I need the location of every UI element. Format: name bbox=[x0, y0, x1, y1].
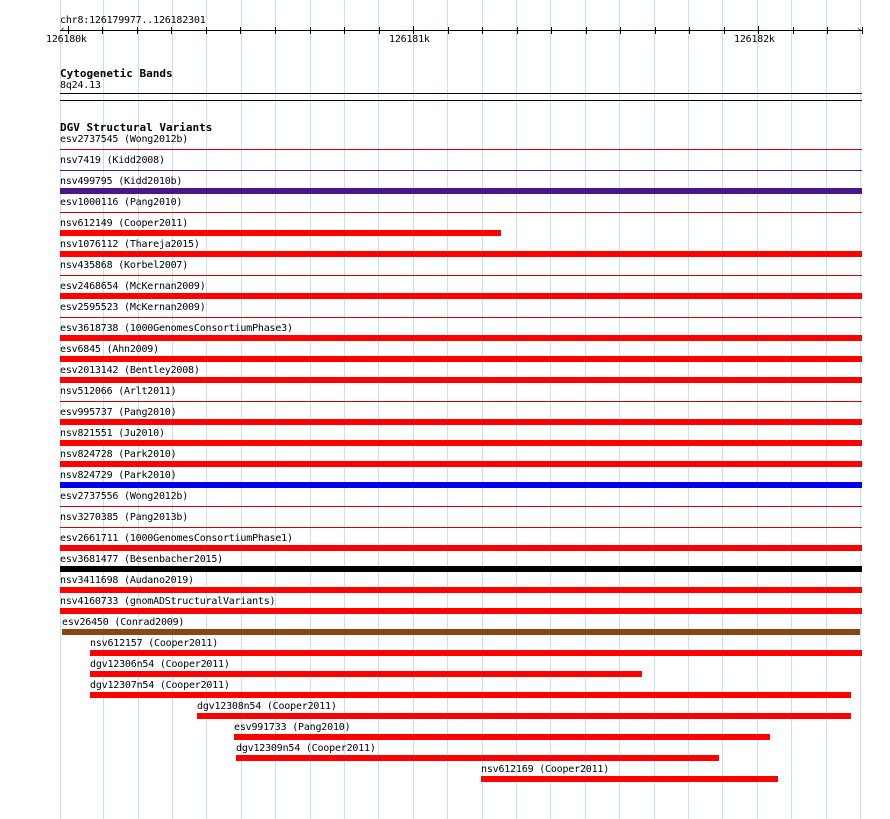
variant-label[interactable]: dgv12308n54 (Cooper2011) bbox=[197, 701, 337, 712]
variant-bar[interactable] bbox=[90, 671, 642, 677]
variant-label[interactable]: dgv12307n54 (Cooper2011) bbox=[90, 680, 230, 691]
variant-label[interactable]: nsv1076112 (Thareja2015) bbox=[60, 239, 200, 250]
ruler-minor-tick bbox=[793, 27, 794, 34]
ruler-minor-tick bbox=[724, 27, 725, 34]
variant-label[interactable]: esv995737 (Pang2010) bbox=[60, 407, 177, 418]
ruler-minor-tick bbox=[240, 27, 241, 34]
cytoband-line-top[interactable] bbox=[60, 93, 862, 94]
variant-bar[interactable] bbox=[60, 356, 862, 362]
variant-label[interactable]: esv2013142 (Bentley2008) bbox=[60, 365, 200, 376]
variant-label[interactable]: nsv4160733 (gnomADStructuralVariants) bbox=[60, 596, 276, 607]
variant-label[interactable]: esv2468654 (McKernan2009) bbox=[60, 281, 206, 292]
variant-bar[interactable] bbox=[60, 461, 862, 467]
variant-bar[interactable] bbox=[60, 440, 862, 446]
variant-label[interactable]: nsv821551 (Ju2010) bbox=[60, 428, 165, 439]
variant-bar[interactable] bbox=[60, 608, 862, 614]
variant-label[interactable]: nsv612157 (Cooper2011) bbox=[90, 638, 219, 649]
variant-bar[interactable] bbox=[236, 755, 719, 761]
cytogenetic-bands-title: Cytogenetic Bands bbox=[60, 67, 173, 80]
variant-label[interactable]: nsv3411698 (Audano2019) bbox=[60, 575, 194, 586]
variant-label[interactable]: nsv824729 (Park2010) bbox=[60, 470, 177, 481]
ruler-label-126182k: 126182k bbox=[734, 34, 775, 45]
variant-label[interactable]: nsv3270385 (Pang2013b) bbox=[60, 512, 189, 523]
variant-bar[interactable] bbox=[234, 734, 770, 740]
variant-bar[interactable] bbox=[60, 401, 862, 402]
variant-bar[interactable] bbox=[60, 275, 862, 276]
variant-label[interactable]: esv3618738 (1000GenomesConsortiumPhase3) bbox=[60, 323, 293, 334]
cytoband-line-bottom[interactable] bbox=[60, 100, 862, 101]
variant-bar[interactable] bbox=[90, 692, 851, 698]
ruler-label-126181k: 126181k bbox=[389, 34, 430, 45]
variant-bar[interactable] bbox=[60, 230, 501, 236]
variant-label[interactable]: esv2737556 (Wong2012b) bbox=[60, 491, 189, 502]
ruler-right-arrow-icon: › bbox=[856, 25, 862, 35]
variant-bar[interactable] bbox=[60, 251, 862, 257]
variant-bar[interactable] bbox=[60, 527, 862, 528]
ruler-coordinates: chr8:126179977..126182301 bbox=[60, 15, 206, 26]
variant-bar[interactable] bbox=[60, 566, 862, 572]
variant-bar[interactable] bbox=[60, 377, 862, 383]
variant-bar[interactable] bbox=[60, 170, 862, 171]
ruler-label-126180k: 126180k bbox=[46, 34, 87, 45]
ruler-minor-tick bbox=[171, 27, 172, 34]
variant-bar[interactable] bbox=[60, 419, 862, 425]
variant-label[interactable]: esv6845 (Ahn2009) bbox=[60, 344, 159, 355]
variant-bar[interactable] bbox=[60, 506, 862, 507]
ruler-major-tick bbox=[413, 26, 414, 34]
ruler-minor-tick bbox=[689, 27, 690, 34]
ruler-minor-tick bbox=[517, 27, 518, 34]
ruler-minor-tick bbox=[827, 27, 828, 34]
variant-label[interactable]: nsv612169 (Cooper2011) bbox=[481, 764, 610, 775]
ruler-minor-tick bbox=[655, 27, 656, 34]
variant-label[interactable]: esv2595523 (McKernan2009) bbox=[60, 302, 206, 313]
variant-label[interactable]: dgv12306n54 (Cooper2011) bbox=[90, 659, 230, 670]
ruler-major-tick bbox=[758, 26, 759, 34]
variant-bar[interactable] bbox=[481, 776, 778, 782]
ruler-minor-tick bbox=[620, 27, 621, 34]
cytoband-label: 8q24.13 bbox=[60, 80, 101, 91]
variant-label[interactable]: nsv499795 (Kidd2010b) bbox=[60, 176, 183, 187]
ruler-axis bbox=[60, 30, 862, 31]
ruler-minor-tick bbox=[344, 27, 345, 34]
ruler-minor-tick bbox=[551, 27, 552, 34]
variant-label[interactable]: esv1000116 (Pang2010) bbox=[60, 197, 183, 208]
variant-bar[interactable] bbox=[197, 713, 851, 719]
variant-label[interactable]: nsv512066 (Arlt2011) bbox=[60, 386, 177, 397]
variant-label[interactable]: esv26450 (Conrad2009) bbox=[62, 617, 185, 628]
ruler-minor-tick bbox=[275, 27, 276, 34]
variant-label[interactable]: esv2661711 (1000GenomesConsortiumPhase1) bbox=[60, 533, 293, 544]
ruler-minor-tick bbox=[482, 27, 483, 34]
variant-bar[interactable] bbox=[60, 293, 862, 299]
ruler-minor-tick bbox=[448, 27, 449, 34]
variant-bar[interactable] bbox=[60, 587, 862, 593]
variant-label[interactable]: nsv612149 (Cooper2011) bbox=[60, 218, 189, 229]
ruler-minor-tick bbox=[379, 27, 380, 34]
ruler-minor-tick bbox=[862, 27, 863, 34]
variant-label[interactable]: esv3681477 (Besenbacher2015) bbox=[60, 554, 223, 565]
variant-bar[interactable] bbox=[60, 317, 862, 318]
ruler-minor-tick bbox=[102, 27, 103, 34]
variant-bar[interactable] bbox=[60, 188, 862, 194]
variant-label[interactable]: nsv7419 (Kidd2008) bbox=[60, 155, 165, 166]
variant-label[interactable]: nsv435868 (Korbel2007) bbox=[60, 260, 189, 271]
variant-bar[interactable] bbox=[62, 629, 860, 635]
variant-bar[interactable] bbox=[60, 545, 862, 551]
grid-line bbox=[860, 0, 861, 819]
variant-bar[interactable] bbox=[60, 335, 862, 341]
ruler-minor-tick bbox=[206, 27, 207, 34]
dgv-track-title: DGV Structural Variants bbox=[60, 121, 213, 134]
variant-bar[interactable] bbox=[60, 149, 862, 150]
variant-label[interactable]: dgv12309n54 (Cooper2011) bbox=[236, 743, 376, 754]
ruler-minor-tick bbox=[310, 27, 311, 34]
variant-bar[interactable] bbox=[60, 482, 862, 488]
ruler-left-arrow-icon: ‹ bbox=[60, 25, 66, 35]
variant-label[interactable]: nsv824728 (Park2010) bbox=[60, 449, 177, 460]
variant-label[interactable]: esv991733 (Pang2010) bbox=[234, 722, 351, 733]
variant-label[interactable]: esv2737545 (Wong2012b) bbox=[60, 134, 189, 145]
ruler-major-tick bbox=[68, 26, 69, 34]
ruler-minor-tick bbox=[586, 27, 587, 34]
ruler-minor-tick bbox=[137, 27, 138, 34]
variant-bar[interactable] bbox=[90, 650, 862, 656]
variant-bar[interactable] bbox=[60, 212, 862, 213]
